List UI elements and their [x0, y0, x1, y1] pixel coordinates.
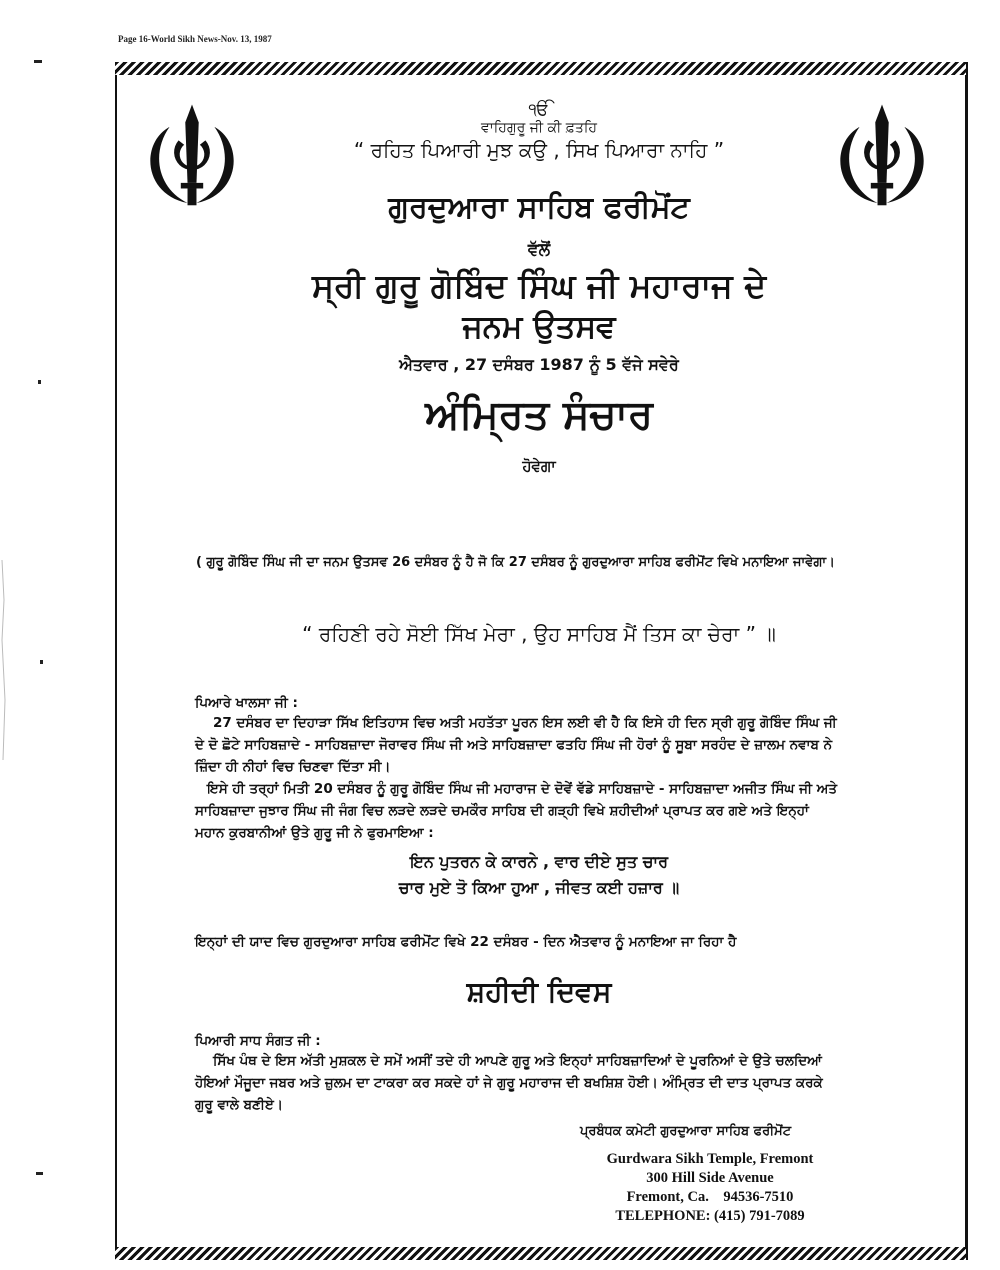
bottom-hatch-border [115, 1247, 966, 1260]
salutation-sangat: ਪਿਆਰੀ ਸਾਧ ਸੰਗਤ ਜੀ : [195, 1033, 321, 1049]
amrit-sanchar-title: ਅੰਮ੍ਰਿਤ ਸੰਚਾਰ [425, 392, 653, 438]
temple-street: 300 Hill Side Avenue [646, 1170, 774, 1186]
salutation-khalsa: ਪਿਆਰੇ ਖਾਲਸਾ ਜੀ : [195, 695, 298, 711]
shahidi-diwas-title: ਸ਼ਹੀਦੀ ਦਿਵਸ [466, 975, 612, 1008]
page-header: Page 16-World Sikh News-Nov. 13, 1987 [118, 34, 272, 44]
top-hatch-border [115, 62, 966, 75]
event-date: ਐਤਵਾਰ , 27 ਦਸੰਬਰ 1987 ਨੂੰ 5 ਵੱਜੇ ਸਵੇਰੇ [399, 355, 679, 374]
paragraph-sahibzade-younger: 27 ਦਸੰਬਰ ਦਾ ਦਿਹਾੜਾ ਸਿੱਖ ਇਤਿਹਾਸ ਵਿਚ ਅਤੀ ਮਹਤੱਤਾ ਪੂਰਨ ਇਸ ਲਈ ਵੀ ਹੈ ਕਿ ਇਸੇ ਹੀ ਦਿਨ ਸ੍ਰੀ ਗੁਰੂ ਗੋਬਿੰਦ ਸਿੰਘ ਜੀ ਦੇ ਦੋ ਛੋਟੇ ਸਾਹਿਬਜ਼ਾਦੇ - ਸਾਹਿਬਜ਼ਾਦਾ ਜੋਰਾਵਰ ਸਿੰਘ ਜੀ ਅਤੇ ਸਾਹਿਬਜ਼ਾਦਾ ਫਤਹਿ ਸਿੰਘ ਜੀ ਹੋਰਾਂ ਨੂੰ ਸੂਬਾ ਸਰਹੰਦ ਦੇ ਜ਼ਾਲਮ ਨਵਾਬ ਨੇ ਜ਼ਿੰਦਾ ਹੀ ਨੀਹਾਂ ਵਿਚ ਚਿਣਵਾ ਦਿੱਤਾ ਸੀ। [195, 715, 837, 775]
paragraph-amrit-appeal: ਸਿੱਖ ਪੰਥ ਦੇ ਇਸ ਅੱਤੀ ਮੁਸ਼ਕਲ ਦੇ ਸਮੇਂ ਅਸੀਂ ਤਦੇ ਹੀ ਆਪਣੇ ਗੁਰੂ ਅਤੇ ਇਨ੍ਹਾਂ ਸਾਹਿਬਜ਼ਾਦਿਆਂ ਦੇ ਪੂਰਨਿਆਂ ਦੇ ਉਤੇ ਚਲਦਿਆਂ ਹੋਇਆਂ ਮੌਜੂਦਾ ਜਬਰ ਅਤੇ ਜ਼ੁਲਮ ਦਾ ਟਾਕਰਾ ਕਰ ਸਕਦੇ ਹਾਂ ਜੇ ਗੁਰੂ ਮਹਾਰਾਜ ਦੀ ਬਖਸ਼ਿਸ਼ ਹੋਈ। ਅੰਮ੍ਰਿਤ ਦੀ ਦਾਤ ਪ੍ਰਾਪਤ ਕਰਕੇ ਗੁਰੂ ਵਾਲੇ ਬਣੀਏ। [195, 1053, 823, 1113]
temple-address-block [590, 1150, 830, 1226]
rehat-quote: “ ਰਹਿਤ ਪਿਆਰੀ ਮੁਝ ਕਉ , ਸਿਖ ਪਿਆਰਾ ਨਾਹਿ ” [353, 138, 725, 162]
temple-city: Fremont, Ca. 94536-7510 [626, 1189, 794, 1205]
waheguru-line: ਵਾਹਿਗੁਰੂ ਜੀ ਕੀ ਫ਼ਤਹਿ [480, 120, 597, 136]
margin-marks [0, 0, 60, 1270]
ik-onkar-symbol: ੴ [528, 100, 550, 120]
rehni-quote: “ ਰਹਿਣੀ ਰਹੇ ਸੋਈ ਸਿੱਖ ਮੇਰਾ , ਉਹ ਸਾਹਿਬ ਮੈਂ ਤਿਸ ਕਾ ਚੇਰਾ ” ॥ [302, 622, 776, 646]
verse-line-2: ਚਾਰ ਮੁਏ ਤੋ ਕਿਆ ਹੁਆ , ਜੀਵਤ ਕਈ ਹਜ਼ਾਰ ॥ [398, 878, 680, 897]
verse-line-1: ਇਨ ਪੁਤਰਨ ਕੇ ਕਾਰਨੇ , ਵਾਰ ਦੀਏ ਸੁਤ ਚਾਰ [409, 852, 669, 871]
birthday-note: ( ਗੁਰੂ ਗੋਬਿੰਦ ਸਿੰਘ ਜੀ ਦਾ ਜਨਮ ਉਤਸਵ 26 ਦਸੰਬਰ ਨੂੰ ਹੈ ਜੋ ਕਿ 27 ਦਸੰਬਰ ਨੂੰ ਗੁਰਦੁਆਰਾ ਸਾਹਿਬ ਫਰੀਮੋਂਟ ਵਿਖੇ ਮਨਾਇਆ ਜਾਵੇਗਾ। [196, 555, 835, 570]
remembrance-line: ਇਨ੍ਹਾਂ ਦੀ ਯਾਦ ਵਿਚ ਗੁਰਦੁਆਰਾ ਸਾਹਿਬ ਫਰੀਮੋਂਟ ਵਿਖੇ 22 ਦਸੰਬਰ - ਦਿਨ ਐਤਵਾਰ ਨੂੰ ਮਨਾਇਆ ਜਾ ਰਿਹਾ ਹੈ [195, 934, 737, 950]
janam-utsav-title: ਜਨਮ ਉਤਸਵ [462, 309, 616, 345]
guru-title: ਸ੍ਰੀ ਗੁਰੂ ਗੋਬਿੰਦ ਸਿੰਘ ਜੀ ਮਹਾਰਾਜ ਦੇ [311, 266, 767, 305]
temple-telephone: TELEPHONE: (415) 791-7089 [615, 1208, 805, 1224]
temple-name: Gurdwara Sikh Temple, Fremont [606, 1151, 814, 1167]
hovega-line: ਹੋਵੇਗਾ [522, 457, 556, 475]
vallon-line: ਵੱਲੋਂ [527, 240, 551, 260]
committee-signature: ਪ੍ਰਬੰਧਕ ਕਮੇਟੀ ਗੁਰਦੁਆਰਾ ਸਾਹਿਬ ਫਰੀਮੋਂਟ [580, 1124, 792, 1139]
paragraph-sahibzade-elder: ਇਸੇ ਹੀ ਤਰ੍ਹਾਂ ਮਿਤੀ 20 ਦਸੰਬਰ ਨੂੰ ਗੁਰੂ ਗੋਬਿੰਦ ਸਿੰਘ ਜੀ ਮਹਾਰਾਜ ਦੇ ਦੋਵੇਂ ਵੱਡੇ ਸਾਹਿਬਜ਼ਾਦੇ - ਸਾਹਿਬਜ਼ਾਦਾ ਅਜੀਤ ਸਿੰਘ ਜੀ ਅਤੇ ਸਾਹਿਬਜ਼ਾਦਾ ਜੁਝਾਰ ਸਿੰਘ ਜੀ ਜੰਗ ਵਿਚ ਲੜਦੇ ਲੜਦੇ ਚਮਕੌਰ ਸਾਹਿਬ ਦੀ ਗੜ੍ਹੀ ਵਿਖੇ ਸ਼ਹੀਦੀਆਂ ਪ੍ਰਾਪਤ ਕਰ ਗਏ ਅਤੇ ਇਨ੍ਹਾਂ ਮਹਾਨ ਕੁਰਬਾਨੀਆਂ ਉਤੇ ਗੁਰੂ ਜੀ ਨੇ ਫੁਰਮਾਇਆ : [195, 781, 837, 841]
gurdwara-title: ਗੁਰਦੁਆਰਾ ਸਾਹਿਬ ਫਰੀਮੋਂਟ [388, 190, 690, 225]
